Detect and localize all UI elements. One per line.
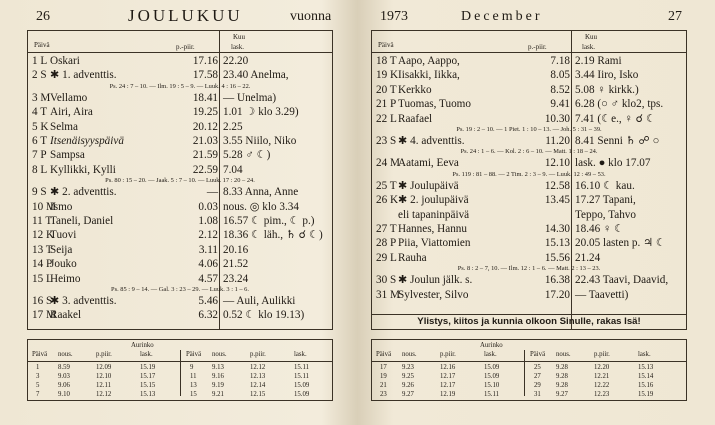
moon-set: 2.25 [223, 120, 243, 133]
moon-set: 16.10 ☾ kau. [575, 179, 635, 192]
day-row [372, 55, 686, 68]
sun-cell: 12.12 [250, 364, 266, 371]
moon-set: 20.16 [223, 243, 249, 256]
sun-cell: 23 [380, 391, 387, 398]
moon-set: 8.41 Senni ♄ ☍ ○ [575, 135, 660, 147]
moon-rise: 13.45 [544, 194, 570, 207]
sun-cell: 15 [190, 391, 197, 398]
moon-rise: 16.38 [544, 274, 570, 287]
header-rule [28, 52, 332, 53]
day-row [372, 252, 686, 265]
row-day: 20 T [376, 83, 397, 96]
row-day: 10 M [32, 200, 56, 213]
sun-header: p.piir. [440, 351, 456, 358]
row-day: 11 T [32, 215, 53, 227]
year-word: vuonna [290, 9, 332, 24]
reading-note: Ps. 24 : 7 – 10. — Ilm. 19 : 5 – 9. — Luuk. 4 : 16 – 22. [109, 82, 251, 90]
sun-header: nous. [402, 351, 417, 358]
sun-cell: 9 [190, 364, 194, 371]
moon-set: 21.24 [575, 251, 601, 264]
day-row [372, 274, 686, 287]
day-row [28, 135, 332, 148]
sun-cell: 9.06 [58, 382, 70, 389]
sun-cell: 9.28 [556, 364, 568, 371]
day-row [28, 258, 332, 271]
sun-cell: 25 [534, 364, 541, 371]
moon-rise: 4.06 [198, 258, 218, 271]
day-row [372, 194, 686, 207]
right-page [358, 0, 715, 425]
day-row [372, 289, 686, 302]
sun-header: p.piir. [594, 351, 610, 358]
col-set-header: lask. [231, 43, 245, 51]
row-name: Kerkko [398, 83, 432, 96]
moon-set: 18.36 ☾ läh., ♄ ☌ ☾) [223, 229, 323, 242]
day-table [27, 30, 333, 330]
moon-set: 7.41 (☾e., ♀ ☌ ☾ [575, 112, 657, 125]
moon-rise: 12.58 [544, 179, 570, 192]
col-moon-header: Kuu [585, 33, 598, 41]
row-day: 17 M [32, 309, 56, 322]
sun-cell: 9.27 [556, 391, 568, 398]
day-row [28, 149, 332, 162]
sun-cell: 15.09 [294, 382, 310, 389]
sun-header-rule [372, 361, 686, 362]
row-day: 7 P [32, 149, 47, 162]
sun-cell: 15.10 [484, 382, 500, 389]
sun-cell: 15.11 [294, 373, 310, 380]
moon-rise: 15.56 [544, 251, 570, 264]
row-name: Rauha [398, 251, 427, 264]
day-row [372, 237, 686, 250]
day-row [28, 273, 332, 286]
day-row [28, 244, 332, 257]
sun-cell: 3 [36, 373, 40, 380]
page-number: 26 [36, 9, 50, 24]
row-day: 3 M [32, 91, 51, 104]
moon-set: 3.44 Iiro, Isko [575, 69, 639, 82]
moon-rise: 10.30 [544, 112, 570, 125]
moon-set: Teppo, Tahvo [575, 208, 636, 221]
sun-cell: 9.27 [402, 391, 414, 398]
row-day: 27 T [376, 223, 397, 235]
row-day: 15 L [32, 272, 53, 285]
moon-rise: 17.58 [192, 69, 218, 82]
sun-cell: 12.17 [440, 382, 456, 389]
sun-header: p.piir. [96, 351, 112, 358]
sun-cell: 13 [190, 382, 197, 389]
row-day: 18 T [376, 55, 397, 67]
moon-set: 5.28 ♂ ☾) [223, 149, 271, 162]
sun-cell: 12.09 [96, 364, 112, 371]
sun-header: Päivä [530, 351, 546, 358]
moon-rise: 6.32 [198, 309, 218, 322]
moon-rise: 8.52 [550, 83, 570, 96]
row-day: 28 P [376, 237, 397, 250]
moon-rise: 3.11 [198, 243, 218, 256]
sun-cell: 9.23 [402, 364, 414, 371]
sun-header: p.piir. [250, 351, 266, 358]
sun-cell: 12.14 [250, 382, 266, 389]
moon-rise: 22.59 [192, 163, 218, 176]
row-name: Hannes, Hannu [398, 223, 467, 235]
row-name: ✱ 3. adventtis. [50, 295, 117, 307]
sun-cell: 12.12 [96, 391, 112, 398]
moon-rise: 11.20 [545, 135, 570, 147]
moon-rise: 17.20 [544, 288, 570, 301]
moon-rise: 1.08 [198, 215, 218, 227]
sun-cell: 15.19 [140, 364, 156, 371]
moon-rise: 15.13 [544, 237, 570, 250]
sun-cell: 15.14 [638, 373, 654, 380]
left-page [0, 0, 357, 425]
sun-cell: 15.13 [140, 391, 156, 398]
moon-rise: 12.10 [544, 157, 570, 170]
row-name: Oskari [50, 55, 80, 67]
sun-header: Päivä [186, 351, 202, 358]
sun-cell: 9.26 [402, 382, 414, 389]
sun-cell: 15.16 [638, 382, 654, 389]
day-row [28, 69, 332, 82]
moon-set: 7.04 [223, 163, 243, 176]
sun-cell: 15.19 [638, 391, 654, 398]
month-title-english: December [461, 9, 543, 24]
sun-cell: 29 [534, 382, 541, 389]
reading-note: Ps. 8 : 2 – 7, 10. — Ilm. 12 : 1 – 6. — Matt. 2 : 13 – 23. [457, 265, 601, 273]
reading-note: Ps. 24 : 1 – 6. — Kol. 2 : 6 – 10. — Matt. 1 : 18 – 24. [460, 148, 598, 156]
month-title: JOULUKUU [128, 6, 243, 25]
row-name: Tuomas, Tuomo [398, 98, 471, 111]
sun-header: Päivä [376, 351, 392, 358]
sun-title: Aurinko [480, 342, 503, 349]
day-row [28, 106, 332, 119]
moon-set: 22.20 [223, 55, 249, 67]
row-day: 4 T [32, 106, 48, 119]
day-row [28, 164, 332, 177]
row-name: ✱ 2. adventtis. [50, 186, 117, 199]
moon-set: 2.19 Rami [575, 55, 622, 67]
sun-cell: 7 [36, 391, 40, 398]
row-name: Raafael [398, 112, 433, 125]
sun-cell: 12.11 [96, 382, 112, 389]
row-day: 9 S [32, 186, 47, 199]
sun-header: lask. [294, 351, 307, 358]
row-day: 13 T [32, 243, 53, 256]
row-name: Sylvester, Silvo [398, 288, 469, 301]
sun-cell: 15.15 [140, 382, 156, 389]
sun-cell: 21 [380, 382, 387, 389]
moon-rise: 21.03 [192, 135, 218, 147]
sun-header: lask. [140, 351, 153, 358]
sun-cell: 12.17 [440, 373, 456, 380]
col-moon-header: Kuu [233, 33, 246, 41]
row-day: 26 K [376, 194, 399, 207]
row-day: 23 S [376, 135, 397, 147]
row-day: 25 T [376, 179, 397, 192]
day-row [28, 92, 332, 105]
sun-cell: 9.28 [556, 382, 568, 389]
sun-cell: 1 [36, 364, 40, 371]
sun-cell: 12.23 [594, 391, 610, 398]
row-day: 30 S [376, 274, 397, 287]
day-row [372, 84, 686, 97]
row-name: Tuovi [50, 229, 77, 242]
sun-cell: 31 [534, 391, 541, 398]
sun-cell: 12.15 [250, 391, 266, 398]
sun-cell: 11 [190, 373, 197, 380]
row-day: 5 K [32, 120, 49, 133]
sun-cell: 15.11 [484, 391, 500, 398]
sun-cell: 12.13 [250, 373, 266, 380]
row-name: Heimo [50, 272, 81, 285]
moon-rise: 5.46 [198, 295, 218, 307]
row-name: Sampsa [50, 149, 85, 162]
row-name: Piia, Viattomien [398, 237, 471, 250]
sun-table [27, 339, 333, 401]
moon-set: 8.33 Anna, Anne [223, 186, 299, 199]
moon-set: 5.08 ♀ kirkk.) [575, 83, 639, 96]
row-name: Iisakki, Iikka, [398, 69, 460, 82]
row-name: Itsenäisyyspäivä [50, 135, 124, 147]
reading-note: Ps. 80 : 15 – 20. — Jaak. 5 : 7 – 10. — Luuk. 17 : 20 – 24. [105, 177, 255, 185]
row-day: 12 K [32, 229, 55, 242]
row-name: Raakel [50, 309, 82, 322]
sun-cell: 9.25 [402, 373, 414, 380]
day-row [372, 113, 686, 126]
col-rise-header: p.-piir. [528, 43, 547, 51]
moon-set: 3.55 Niilo, Niko [223, 135, 297, 147]
sun-cell: 27 [534, 373, 541, 380]
moon-rise: 17.16 [192, 55, 218, 67]
day-row [28, 229, 332, 242]
day-table [371, 30, 687, 330]
row-name: ✱ 4. adventtis. [398, 135, 465, 147]
col-day-header: Päivä [378, 41, 394, 49]
moon-rise: 7.18 [550, 55, 570, 67]
day-row [372, 209, 686, 222]
row-name: ✱ Joulupäivä [398, 179, 459, 192]
moon-rise: 8.05 [550, 69, 570, 82]
row-name: Jouko [50, 258, 77, 271]
day-row [372, 223, 686, 236]
day-row [28, 295, 332, 308]
moon-set: 0.52 ☾ klo 19.13) [223, 309, 305, 322]
sun-header: Päivä [32, 351, 48, 358]
row-name: Aapo, Aappo, [398, 55, 460, 67]
sun-cell: 15.17 [140, 373, 156, 380]
row-day: 2 S [32, 69, 47, 82]
moon-set: 17.27 Tapani, [575, 194, 636, 207]
moon-set: 6.28 (○ ♂ klo2, tps. [575, 98, 664, 111]
sun-divider [180, 350, 181, 396]
sun-cell: 15.09 [294, 391, 310, 398]
sun-cell: 12.19 [440, 391, 456, 398]
sun-cell: 9.16 [212, 373, 224, 380]
day-row [372, 180, 686, 193]
day-row [372, 135, 686, 148]
row-day: 19 K [376, 69, 399, 82]
row-name: Ismo [50, 200, 73, 213]
row-day: 21 P [376, 98, 397, 111]
row-name: Airi, Aira [50, 106, 93, 119]
row-name: ✱ 1. adventtis. [50, 69, 117, 82]
sun-cell: 12.16 [440, 364, 456, 371]
sun-cell: 17 [380, 364, 387, 371]
moon-rise: 14.30 [544, 223, 570, 235]
day-row [28, 309, 332, 322]
sun-title: Aurinko [131, 342, 154, 349]
day-row [28, 55, 332, 68]
sun-cell: 9.28 [556, 373, 568, 380]
moon-set: nous. ◎ klo 3.34 [223, 200, 299, 213]
day-row [372, 157, 686, 170]
sun-header: nous. [556, 351, 571, 358]
row-name: eli tapaninpäivä [398, 208, 470, 221]
sun-cell: 12.22 [594, 382, 610, 389]
col-day-header: Päivä [34, 41, 50, 49]
row-name: ✱ 2. joulupäivä [398, 194, 469, 207]
moon-set: 23.40 Anelma, [223, 69, 289, 82]
moon-set: 18.46 ♀ ☾ [575, 223, 625, 235]
row-day: 14 P [32, 258, 53, 271]
row-day: 31 M [376, 288, 400, 301]
moon-set: — Auli, Aulikki [223, 295, 296, 307]
row-day: 1 L [32, 55, 48, 67]
year-number: 1973 [380, 9, 408, 24]
moon-rise: 21.59 [192, 149, 218, 162]
sun-cell: 5 [36, 382, 40, 389]
sun-cell: 12.10 [96, 373, 112, 380]
closing-banner: Ylistys, kiitos ja kunnia olkoon Sinulle, rakas Isä! [417, 316, 641, 327]
sun-cell: 9.19 [212, 382, 224, 389]
sun-header: lask. [484, 351, 497, 358]
moon-rise: 2.12 [198, 229, 218, 242]
reading-note: Ps. 19 : 2 – 10. — 1 Piet. 1 : 10 – 13. — Joh. 5 : 31 – 39. [456, 126, 602, 133]
sun-cell: 15.13 [638, 364, 654, 371]
sun-cell: 19 [380, 373, 387, 380]
moon-rise: 4.57 [198, 272, 218, 285]
row-day: 8 L [32, 163, 48, 176]
day-row [28, 215, 332, 228]
moon-rise: — [206, 186, 218, 199]
reading-note: Ps. 119 : 81 – 88. — 2 Tim. 2 : 3 – 9. — Luuk. 12 : 49 – 53. [452, 170, 606, 178]
row-name: Seija [50, 243, 73, 256]
moon-set: 23.24 [223, 272, 249, 285]
moon-set: 21.52 [223, 258, 249, 271]
row-day: 22 L [376, 112, 397, 125]
row-day: 24 M [376, 157, 400, 170]
sun-divider [524, 350, 525, 396]
moon-set: 22.43 Taavi, Daavid, [575, 274, 669, 287]
sun-table [371, 339, 687, 401]
moon-rise: 18.41 [192, 91, 218, 104]
moon-set: 1.01 ☽ klo 3.29) [223, 106, 299, 119]
sun-cell: 15.11 [294, 364, 310, 371]
row-name: Aatami, Eeva [398, 157, 459, 170]
sun-cell: 8.59 [58, 364, 70, 371]
page-number: 27 [668, 9, 682, 24]
moon-rise: 9.41 [550, 98, 570, 111]
sun-cell: 12.21 [594, 373, 610, 380]
sun-cell: 15.09 [484, 364, 500, 371]
moon-rise: 0.03 [198, 200, 218, 213]
row-name: Taneli, Daniel [50, 215, 114, 227]
day-row [28, 186, 332, 199]
moon-set: — Unelma) [223, 91, 277, 104]
sun-cell: 9.10 [58, 391, 70, 398]
col-rise-header: p.-piir. [176, 43, 195, 51]
sun-cell: 12.20 [594, 364, 610, 371]
moon-set: — Taavetti) [575, 288, 629, 301]
row-day: 6 T [32, 135, 48, 147]
row-name: Kyllikki, Kylli [50, 163, 116, 176]
day-row [372, 98, 686, 111]
moon-rise: 19.25 [192, 106, 218, 119]
sun-header: nous. [58, 351, 73, 358]
header-rule [372, 52, 686, 53]
sun-cell: 9.13 [212, 364, 224, 371]
row-day: 16 S [32, 295, 53, 307]
moon-set: 16.57 ☾ pim., ☾ p.) [223, 215, 315, 227]
moon-set: 20.05 lasten p. ♃ ☾ [575, 237, 666, 250]
day-row [28, 201, 332, 214]
sun-header: lask. [638, 351, 651, 358]
row-day: 29 L [376, 251, 397, 264]
day-row [372, 69, 686, 82]
reading-note: Ps. 85 : 9 – 14. — Gal. 3 : 23 – 29. — Luuk. 3 : 1 – 6. [111, 286, 249, 293]
sun-header: nous. [212, 351, 227, 358]
row-name: ✱ Joulun jälk. s. [398, 274, 473, 287]
sun-cell: 15.09 [484, 373, 500, 380]
sun-cell: 9.21 [212, 391, 224, 398]
sun-header-rule [28, 361, 332, 362]
row-name: Selma [50, 120, 78, 133]
day-row [28, 121, 332, 134]
moon-set: lask. ● klo 17.07 [575, 157, 651, 170]
moon-rise: 20.12 [192, 120, 218, 133]
sun-cell: 9.03 [58, 373, 70, 380]
col-set-header: lask. [582, 43, 596, 51]
row-name: Vellamo [50, 91, 88, 104]
